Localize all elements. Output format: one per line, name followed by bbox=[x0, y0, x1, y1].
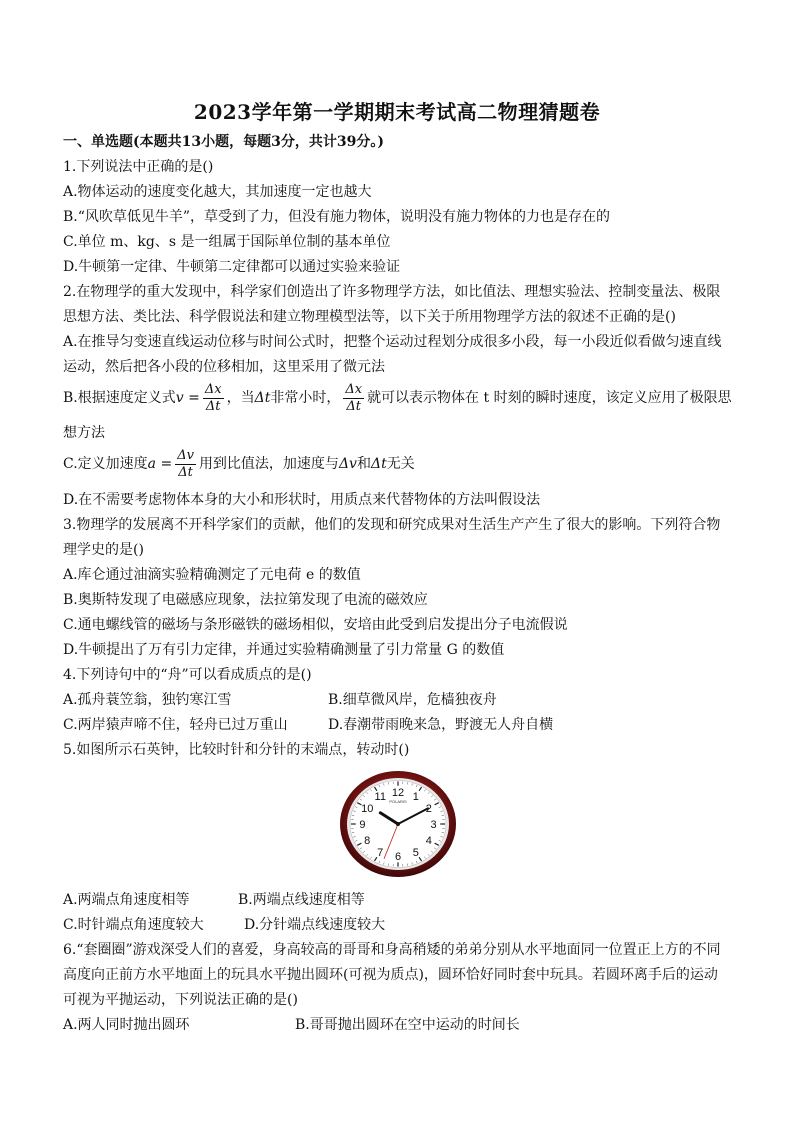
q5-option-b: B.两端点线速度相等 bbox=[238, 892, 365, 908]
q6-option-b: B.哥哥抛出圆环在空中运动的时间长 bbox=[295, 1017, 520, 1033]
q2-b-prefix: B.根据速度定义式 bbox=[63, 390, 176, 406]
clock-numeral: 9 bbox=[359, 819, 366, 831]
fraction-numerator: Δx bbox=[204, 381, 222, 397]
clock-numeral: 6 bbox=[394, 851, 402, 864]
clock-numeral: 3 bbox=[430, 819, 437, 831]
fraction-denominator: Δt bbox=[205, 398, 221, 414]
q2-option-b-line1 bbox=[63, 380, 732, 416]
q2-c-prefix: C.定义加速度 bbox=[63, 456, 148, 472]
q2-c-a: a = bbox=[147, 456, 173, 472]
q5-option-c: C.时针端点角速度较大 bbox=[63, 917, 204, 933]
clock-numeral: 1 bbox=[412, 791, 419, 804]
clock-numeral: 8 bbox=[364, 835, 371, 848]
q3-option-a: A.库仑通过油滴实验精确测定了元电荷 e 的数值 bbox=[63, 567, 361, 583]
q3-stem-line1: 3.物理学的发展离不开科学家们的贡献，他们的发现和研究成果对生活生产产生了很大的影响。下列符合物 bbox=[63, 517, 721, 533]
q5-stem: 5.如图所示石英钟，比较时针和分针的末端点，转动时() bbox=[63, 742, 410, 758]
q2-c-dv: Δv bbox=[338, 456, 357, 472]
q5-option-a: A.两端点角速度相等 bbox=[63, 892, 190, 908]
q6-stem-line3: 可视为平抛运动，下列说法正确的是() bbox=[63, 992, 298, 1008]
q2-c-and: 和 bbox=[356, 456, 371, 472]
q4-stem: 4.下列诗句中的“舟”可以看成质点的是() bbox=[63, 667, 312, 683]
q6-stem-line1: 6.“套圈圈”游戏深受人们的喜爱，身高较高的哥哥和身高稍矮的弟弟分别从水平地面同一位置正上方的不同 bbox=[63, 942, 721, 958]
fraction-dv-dt bbox=[175, 448, 196, 481]
q3-stem-line2: 理学史的是() bbox=[63, 542, 144, 558]
q4-option-c: C.两岸猿声啼不住，轻舟已过万重山 bbox=[63, 717, 288, 733]
q2-c-dt: Δt bbox=[370, 456, 387, 472]
clock-numeral: 2 bbox=[425, 802, 432, 815]
q2-option-d: D.在不需要考虑物体本身的大小和形状时，用质点来代替物体的方法叫假设法 bbox=[63, 492, 541, 508]
q3-option-d: D.牛顿提出了万有引力定律，并通过实验精确测量了引力常量 G 的数值 bbox=[63, 642, 505, 658]
clock-numeral: 4 bbox=[425, 835, 432, 848]
fraction-denominator: Δt bbox=[346, 398, 361, 414]
page-title: 2023学年第一学期期末考试高二物理猜题卷 bbox=[193, 100, 601, 124]
q2-option-a-line2: 运动，然后把各小段的位移相加，这里采用了微元法 bbox=[63, 359, 385, 375]
q2-option-a-line1: A.在推导匀变速直线运动位移与时间公式时，把整个运动过程划分成很多小段，每一小段近似看做匀速直线 bbox=[63, 334, 722, 350]
q2-option-b-line2: 想方法 bbox=[63, 425, 105, 441]
q4-option-b: B.细草微风岸，危樯独夜舟 bbox=[328, 692, 497, 708]
clock-center-pin bbox=[396, 822, 400, 826]
clock-brand: POLARIS bbox=[389, 799, 407, 804]
fraction-numerator: Δv bbox=[177, 447, 194, 463]
q3-option-c: C.通电螺线管的磁场与条形磁铁的磁场相似，安培由此受到启发提出分子电流假说 bbox=[63, 617, 568, 633]
q2-stem-line1: 2.在物理学的重大发现中，科学家们创造出了许多物理学方法，如比值法、理想实验法、控制变量法、极限 bbox=[63, 284, 721, 300]
q2-c-post2: 无关 bbox=[386, 456, 415, 472]
q1-option-b: B.“风吹草低见牛羊”，草受到了力，但没有施力物体，说明没有施力物体的力也是存在的 bbox=[63, 209, 611, 225]
q1-stem: 1.下列说法中正确的是() bbox=[63, 159, 214, 175]
quartz-clock-figure bbox=[338, 770, 458, 878]
section-heading: 一、单选题(本题共13小题，每题3分，共计39分。) bbox=[63, 134, 384, 150]
clock-numeral: 10 bbox=[361, 802, 374, 815]
q6-option-a: A.两人同时抛出圆环 bbox=[63, 1017, 190, 1033]
fraction-dx-dt bbox=[203, 382, 224, 415]
fraction-numerator: Δx bbox=[345, 381, 363, 397]
q2-b-v: v = bbox=[175, 390, 200, 406]
q1-option-c: C.单位 m、kg、s 是一组属于国际单位制的基本单位 bbox=[63, 234, 391, 250]
q1-option-a: A.物体运动的速度变化越大，其加速度一定也越大 bbox=[63, 184, 372, 200]
q4-option-d: D.春潮带雨晚来急，野渡无人舟自横 bbox=[328, 717, 554, 733]
clock-numeral: 11 bbox=[374, 791, 386, 804]
q2-b-mid1: ，当 bbox=[226, 390, 255, 406]
q2-b-post: 就可以表示物体在 t 时刻的瞬时速度，该定义应用了极限思 bbox=[367, 390, 732, 406]
q2-option-c bbox=[63, 446, 415, 482]
q6-stem-line2: 高度向正前方水平地面上的玩具水平抛出圆环(可视为质点)，圆环恰好同时套中玩具。若圆环离手后的运动 bbox=[63, 967, 718, 983]
q1-option-d: D.牛顿第一定律、牛顿第二定律都可以通过实验来验证 bbox=[63, 259, 401, 275]
q2-c-post1: 用到比值法，加速度与 bbox=[198, 456, 339, 472]
clock-numeral: 12 bbox=[391, 786, 405, 799]
fraction-dx-dt-2 bbox=[343, 382, 364, 415]
q2-stem-line2: 思想方法、类比法、科学假说法和建立物理模型法等，以下关于所用物理学方法的叙述不正确的是() bbox=[63, 309, 676, 325]
fraction-denominator: Δt bbox=[178, 464, 193, 480]
clock-numeral: 7 bbox=[377, 846, 384, 859]
q4-option-a: A.孤舟蓑笠翁，独钓寒江雪 bbox=[63, 692, 232, 708]
q2-b-dt: Δt bbox=[254, 390, 271, 406]
clock-numeral: 5 bbox=[412, 846, 419, 859]
q5-option-d: D.分针端点线速度较大 bbox=[244, 917, 386, 933]
q3-option-b: B.奥斯特发现了电磁感应现象，法拉第发现了电流的磁效应 bbox=[63, 592, 428, 608]
q2-b-mid2: 非常小时， bbox=[270, 390, 341, 406]
